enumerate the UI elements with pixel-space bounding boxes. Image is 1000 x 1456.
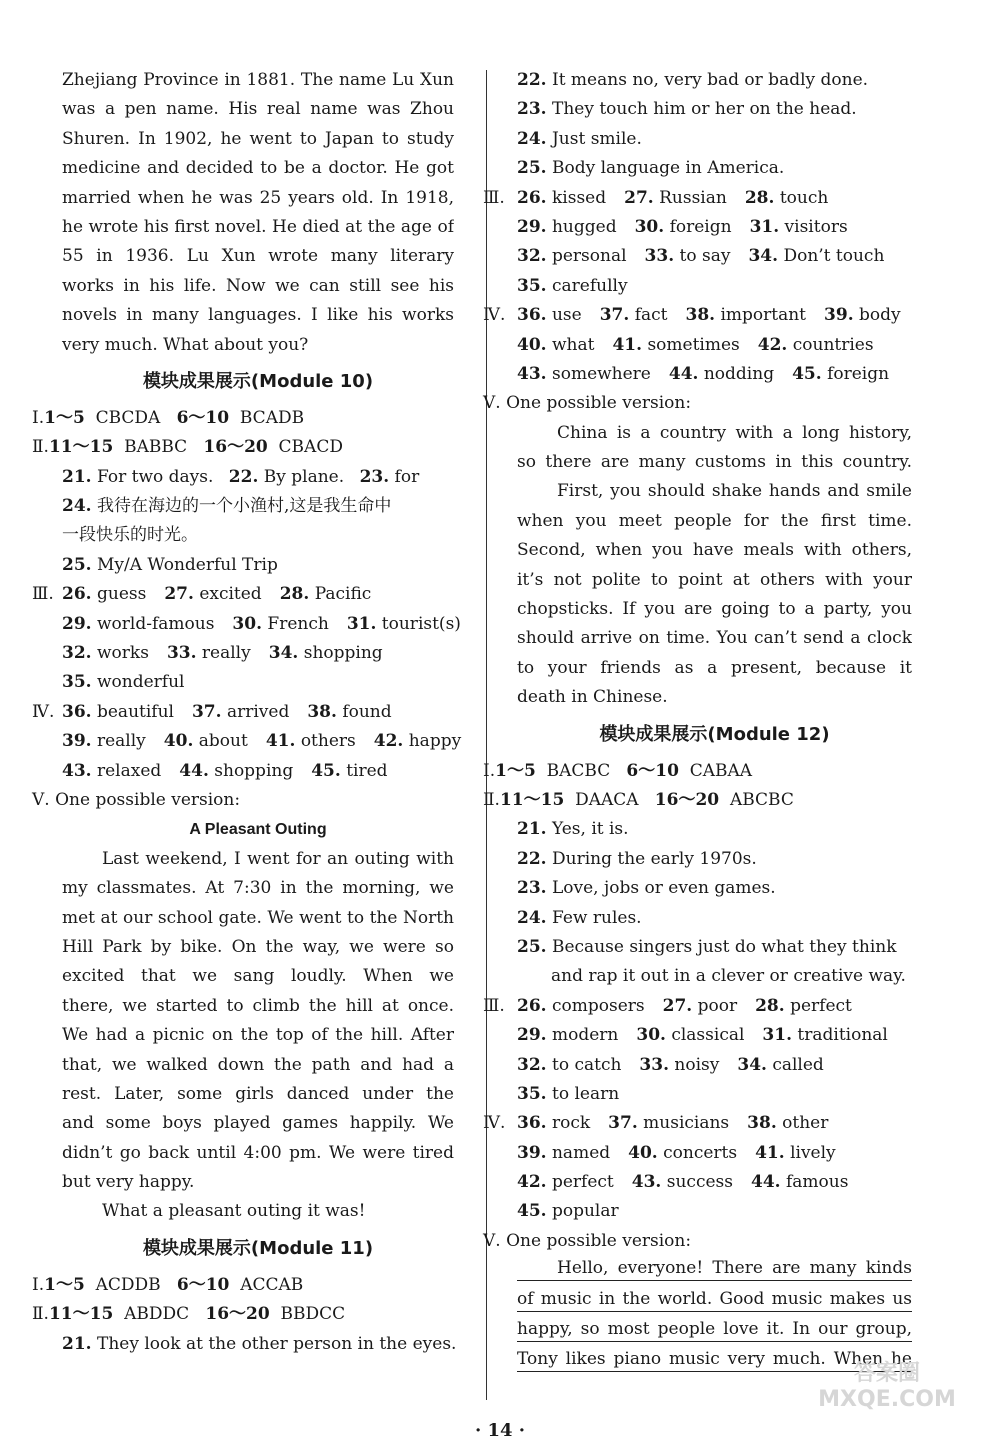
answer-key: DAACA (575, 789, 639, 810)
answer-text: Love, jobs or even games. (551, 878, 776, 899)
answer-continuation: and rap it out in a clever or creative way. (551, 966, 906, 987)
section-IV (32, 698, 462, 786)
question-number: 40. (628, 1142, 658, 1163)
answer-text: modern (551, 1025, 619, 1046)
roman-numeral: Ⅴ. (483, 1230, 501, 1251)
answer-text: nodding (703, 363, 775, 384)
question-number: 38. (307, 701, 337, 722)
answer-text: to learn (551, 1083, 620, 1104)
answer-row (62, 463, 454, 492)
question-number: 21. (517, 819, 547, 840)
answer-text: rock (551, 1113, 591, 1134)
question-number: 37. (608, 1113, 638, 1134)
answer-row-II (32, 433, 454, 462)
answer-row (483, 1197, 912, 1226)
text-line: that, we walked down the path and had a (62, 1054, 454, 1075)
question-number: 32. (62, 643, 92, 664)
section-heading-module-10: 模块成果展示(Module 10) (142, 370, 374, 392)
question-number: 39. (824, 305, 854, 326)
answer-key: BCADB (239, 407, 305, 428)
answer-text: tired (346, 760, 388, 781)
section-III (32, 580, 461, 698)
answer-text: poor (697, 995, 738, 1016)
answer-text: Body language in America. (551, 158, 785, 179)
answer-text: hugged (551, 216, 617, 237)
question-number: 36. (517, 305, 547, 326)
answer-text: popular (551, 1201, 619, 1222)
answer-row (62, 551, 454, 580)
answer-text: classical (671, 1025, 745, 1046)
answer-row (517, 66, 912, 95)
text-line: Hill Park by bike. On the way, we were so (62, 936, 454, 957)
answer-text: composers (551, 995, 645, 1016)
answer-text: kissed (551, 187, 607, 208)
answer-text: Pacific (314, 584, 372, 605)
answer-row-V (32, 786, 454, 815)
answer-row (32, 580, 454, 609)
question-number: 30. (232, 613, 262, 634)
answer-row (483, 242, 912, 271)
question-number: 40. (517, 334, 547, 355)
question-number: 26. (62, 584, 92, 605)
watermark-logo: 答案圈 MXQE.COM (818, 1361, 956, 1412)
answer-key: ABCBC (729, 789, 794, 810)
question-number: 30. (636, 1025, 666, 1046)
answer-text: about (198, 731, 248, 752)
answer-text: wonderful (96, 672, 185, 693)
question-number: 22. (517, 848, 547, 869)
answer-text: named (551, 1142, 611, 1163)
question-number: 33. (639, 1054, 669, 1075)
question-number: 34. (268, 643, 299, 664)
answer-text: carefully (551, 275, 628, 296)
section-IV (483, 1109, 912, 1227)
text-line: it’s not polite to point at others with your (517, 569, 912, 590)
text-line: happy, so most people love it. In our group, (517, 1317, 912, 1342)
answer-row (483, 184, 912, 213)
question-number: 21. (62, 1333, 92, 1354)
text-line: should arrive on time. You can’t send a clock (517, 628, 912, 649)
range-label: 1～5 (44, 1274, 85, 1295)
answer-text: use (551, 305, 582, 326)
answer-row-II (483, 786, 912, 815)
roman-numeral: Ⅴ. (32, 789, 50, 810)
answer-text: Because singers just do what they think (551, 936, 897, 957)
answer-key: ACDDB (95, 1274, 161, 1295)
question-number: 24. (517, 128, 547, 149)
text-line: chopsticks. If you are going to a party, you (517, 599, 912, 620)
answer-text: guess (96, 584, 147, 605)
text-line: met at our school gate. We went to the North (62, 907, 454, 928)
answer-text: perfect (551, 1172, 614, 1193)
answer-text: It means no, very bad or badly done. (551, 70, 869, 90)
question-number: 25. (517, 158, 547, 179)
answer-text: touch (779, 187, 829, 208)
answer-text: traditional (797, 1025, 888, 1046)
question-number: 25. (517, 936, 547, 957)
question-number: 33. (644, 246, 675, 267)
roman-numeral: Ⅲ. (32, 584, 54, 605)
answer-row-I (32, 1271, 454, 1300)
range-label: 11～15 (48, 437, 114, 458)
question-number: 31. (762, 1025, 792, 1046)
question-number: 37. (191, 701, 222, 722)
text-line: he wrote his first novel. He died at the age of (62, 216, 454, 237)
answer-row (32, 668, 454, 697)
essay-body (62, 845, 454, 1227)
range-label: 6～10 (176, 407, 230, 428)
question-number: 42. (373, 731, 404, 752)
section-heading-module-11: 模块成果展示(Module 11) (142, 1237, 374, 1259)
answer-row (483, 1051, 912, 1080)
answer-text: concerts (663, 1142, 738, 1163)
answer-text: noisy (674, 1054, 720, 1075)
answer-text: Russian (659, 187, 727, 208)
question-number: 41. (755, 1142, 785, 1163)
range-label: 1～5 (44, 407, 85, 428)
question-number: 36. (62, 701, 92, 722)
question-number: 29. (62, 613, 92, 634)
answer-row-I (32, 404, 454, 433)
roman-numeral: Ⅰ. (32, 1274, 45, 1295)
text-line: my classmates. At 7:30 in the morning, we (62, 878, 454, 899)
question-number: 43. (62, 760, 92, 781)
answer-row (32, 698, 454, 727)
question-number: 36. (517, 1113, 547, 1134)
answer-text: Yes, it is. (551, 819, 629, 840)
answer-text: other (782, 1113, 829, 1134)
text-line: very much. What about you? (62, 334, 309, 355)
answer-row (32, 639, 454, 668)
section-heading-module-12: 模块成果展示(Module 12) (599, 723, 830, 745)
answer-text: 我待在海边的一个小渔村,这是我生命中 (96, 496, 392, 517)
answer-text: They touch him or her on the head. (551, 99, 857, 120)
answer-text: visitors (784, 216, 848, 237)
question-number: 43. (631, 1172, 662, 1193)
question-number: 35. (517, 1083, 547, 1104)
answer-key: BABBC (124, 437, 188, 458)
answer-text: Just smile. (551, 128, 642, 149)
question-number: 33. (166, 643, 197, 664)
answer-text: French (267, 613, 329, 634)
text-line: What a pleasant outing it was! (102, 1201, 366, 1222)
answer-text: beautiful (96, 701, 174, 722)
range-label: 1～5 (495, 760, 536, 781)
text-line: but very happy. (62, 1172, 195, 1193)
answer-text: important (720, 305, 807, 326)
question-number: 30. (634, 216, 665, 237)
answer-row-I (483, 757, 912, 786)
question-number: 21. (62, 466, 92, 487)
question-number: 45. (792, 363, 822, 384)
answer-text: During the early 1970s. (551, 848, 757, 869)
answer-row (483, 301, 912, 330)
answer-row (517, 845, 912, 874)
question-number: 28. (755, 995, 785, 1016)
range-label: 16～20 (203, 437, 268, 458)
text-line: novels in many languages. I like his works (62, 305, 454, 326)
answer-key: ACCAB (240, 1274, 304, 1295)
text-line: of music in the world. Good music makes us (517, 1287, 912, 1312)
answer-text: shopping (303, 643, 383, 664)
answer-row-V (483, 389, 912, 418)
roman-numeral: Ⅴ. (483, 393, 501, 414)
version-label: One possible version: (506, 1230, 692, 1251)
roman-numeral: Ⅳ. (483, 1113, 506, 1134)
answer-row (62, 1330, 457, 1359)
roman-numeral: Ⅲ. (483, 995, 505, 1016)
answer-row-V (483, 1227, 912, 1256)
text-line: 55 in 1936. Lu Xun wrote many literary (62, 246, 454, 267)
question-number: 34. (748, 246, 779, 267)
answer-text: musicians (643, 1113, 730, 1134)
section-III (483, 992, 912, 1110)
answer-text: For two days. (96, 466, 214, 487)
essay-body (517, 419, 912, 713)
question-number: 45. (311, 760, 341, 781)
answer-text: works (96, 643, 149, 664)
section-IV (483, 301, 912, 389)
question-number: 22. (228, 466, 259, 487)
question-number: 32. (517, 1054, 547, 1075)
text-line: Zhejiang Province in 1881. The name Lu Xun (62, 70, 454, 90)
question-number: 23. (517, 878, 547, 899)
essay-body (517, 1256, 912, 1372)
answer-text: perfect (790, 995, 852, 1016)
version-label: One possible version: (55, 789, 241, 810)
answer-text: relaxed (96, 760, 162, 781)
answer-row (483, 213, 912, 242)
answer-row (483, 360, 912, 389)
roman-numeral: Ⅱ. (32, 437, 49, 458)
text-line: excited that we sang loudly. When we (62, 966, 454, 987)
answer-text: happy (408, 731, 462, 752)
answer-text: lively (790, 1142, 836, 1163)
answer-text: success (666, 1172, 733, 1193)
text-line: Second, when you have meals with others, (517, 540, 912, 561)
roman-numeral: Ⅲ. (483, 187, 505, 208)
question-number: 35. (517, 275, 547, 296)
answer-row (517, 154, 912, 183)
answer-key: BBDCC (280, 1304, 346, 1325)
answer-key: CABAA (689, 760, 753, 781)
text-line: First, you should shake hands and smile (557, 481, 912, 502)
answer-continuation: 一段快乐的时光。 (62, 525, 198, 546)
answer-text: somewhere (551, 363, 651, 384)
range-label: 16～20 (205, 1304, 270, 1325)
question-number: 23. (359, 466, 390, 487)
question-number: 38. (685, 305, 716, 326)
answer-text: to catch (551, 1054, 622, 1075)
answer-row (483, 1080, 912, 1109)
answer-row (517, 904, 912, 933)
question-number: 27. (164, 584, 194, 605)
answer-row (517, 95, 912, 124)
answer-text: called (772, 1054, 824, 1075)
question-number: 24. (517, 907, 547, 928)
answer-text: arrived (226, 701, 290, 722)
text-line: rest. Later, some girls danced under the (62, 1083, 454, 1104)
answer-text: Few rules. (551, 907, 642, 928)
answer-text: shopping (214, 760, 294, 781)
answer-key: ABDDC (124, 1304, 190, 1325)
answer-text: to say (679, 246, 731, 267)
question-number: 34. (737, 1054, 767, 1075)
text-line: China is a country with a long history, (557, 422, 912, 443)
answer-row (483, 1168, 912, 1197)
question-number: 35. (62, 672, 92, 693)
version-label: One possible version: (506, 393, 692, 414)
question-number: 29. (517, 216, 547, 237)
text-line: medicine and decided to be a doctor. He got (62, 158, 454, 179)
answer-row (483, 1021, 912, 1050)
answer-text: By plane. (263, 466, 345, 487)
question-number: 27. (624, 187, 654, 208)
answer-text: tourist(s) (381, 613, 461, 634)
answer-row (483, 272, 912, 301)
range-label: 11～15 (48, 1304, 114, 1325)
answer-text: foreign (669, 216, 732, 237)
answer-text: really (96, 731, 146, 752)
answer-text: countries (792, 334, 874, 355)
question-number: 38. (747, 1113, 777, 1134)
left-column (32, 66, 462, 1359)
answer-text: Don’t touch (783, 246, 885, 267)
question-number: 27. (662, 995, 693, 1016)
answer-text: what (551, 334, 595, 355)
question-number: 41. (612, 334, 643, 355)
essay-title: A Pleasant Outing (189, 821, 327, 839)
answer-row (517, 933, 912, 962)
answer-row (483, 992, 912, 1021)
answer-key: CBCDA (95, 407, 161, 428)
answer-row (517, 125, 912, 154)
text-line: was a pen name. His real name was Zhou (62, 99, 454, 120)
question-number: 28. (279, 584, 310, 605)
question-number: 26. (517, 187, 547, 208)
question-number: 29. (517, 1025, 547, 1046)
question-number: 28. (744, 187, 775, 208)
answer-text: world-famous (96, 613, 215, 634)
question-number: 42. (517, 1172, 547, 1193)
question-number: 40. (163, 731, 194, 752)
text-line: Shuren. In 1902, he went to Japan to study (62, 128, 454, 149)
answer-text: My/A Wonderful Trip (96, 554, 278, 575)
text-line: and some boys played games happily. We (62, 1113, 454, 1134)
range-label: 6～10 (626, 760, 679, 781)
text-line: Hello, everyone! There are many kinds (517, 1256, 912, 1281)
question-number: 31. (749, 216, 780, 237)
question-number: 24. (62, 496, 92, 517)
question-number: 23. (517, 99, 547, 120)
text-line: married when he was 25 years old. In 1918, (62, 187, 454, 208)
question-number: 32. (517, 246, 547, 267)
answer-text: others (300, 731, 356, 752)
question-number: 44. (750, 1172, 781, 1193)
intro-paragraph (62, 66, 454, 360)
answer-row (517, 815, 912, 844)
range-label: 16～20 (654, 789, 720, 810)
question-number: 37. (599, 305, 630, 326)
roman-numeral: Ⅳ. (483, 305, 506, 326)
question-number: 43. (517, 363, 547, 384)
answer-text: excited (199, 584, 262, 605)
range-label: 11～15 (499, 789, 565, 810)
question-number: 31. (346, 613, 377, 634)
question-number: 44. (668, 363, 699, 384)
question-number: 39. (62, 731, 92, 752)
roman-numeral: Ⅰ. (483, 760, 496, 781)
question-number: 41. (265, 731, 296, 752)
question-number: 25. (62, 554, 92, 575)
answer-row (32, 727, 462, 756)
text-line: didn’t go back until 4:00 pm. We were tired (62, 1142, 454, 1163)
text-line: Tony likes piano music very much. When he (517, 1347, 912, 1372)
answer-text: really (201, 643, 251, 664)
text-line: to your friends as a present, because it (517, 657, 912, 678)
answer-key: BACBC (546, 760, 611, 781)
text-line: works in his life. Now we can still see his (62, 275, 454, 296)
answer-row (32, 610, 461, 639)
roman-numeral: Ⅱ. (483, 789, 500, 810)
text-line: so there are many customs in this country. (517, 452, 912, 473)
text-line: Last weekend, I went for an outing with (102, 848, 454, 869)
page-number: · 14 · (474, 1420, 526, 1441)
answer-row (483, 1109, 912, 1138)
answer-text: personal (551, 246, 627, 267)
answer-row (517, 874, 912, 903)
roman-numeral: Ⅰ. (32, 407, 45, 428)
answer-row-II (32, 1300, 454, 1329)
right-column (483, 66, 912, 1378)
answer-key: CBACD (278, 437, 343, 458)
answer-text: for (394, 466, 420, 487)
answer-text: body (859, 305, 901, 326)
answer-text: famous (785, 1172, 849, 1193)
text-line: when you meet people for the first time. (517, 510, 912, 531)
question-number: 22. (517, 70, 547, 90)
question-number: 45. (517, 1201, 547, 1222)
answer-row (62, 492, 454, 521)
answer-text: foreign (827, 363, 890, 384)
answer-text: sometimes (647, 334, 740, 355)
roman-numeral: Ⅱ. (32, 1304, 49, 1325)
text-line: We had a picnic on the top of the hill. After (62, 1025, 454, 1046)
answer-text: found (342, 701, 392, 722)
answer-text: fact (634, 305, 668, 326)
answer-text: They look at the other person in the eyes. (96, 1333, 457, 1354)
question-number: 39. (517, 1142, 547, 1163)
answer-row (32, 757, 454, 786)
section-III (483, 184, 912, 302)
answer-row (483, 1139, 912, 1168)
text-line: there, we started to climb the hill at once. (62, 995, 454, 1016)
question-number: 42. (757, 334, 788, 355)
text-line: death in Chinese. (517, 687, 668, 708)
question-number: 26. (517, 995, 547, 1016)
answer-row (483, 331, 912, 360)
range-label: 6～10 (176, 1274, 230, 1295)
question-number: 44. (179, 760, 209, 781)
roman-numeral: Ⅳ. (32, 701, 55, 722)
